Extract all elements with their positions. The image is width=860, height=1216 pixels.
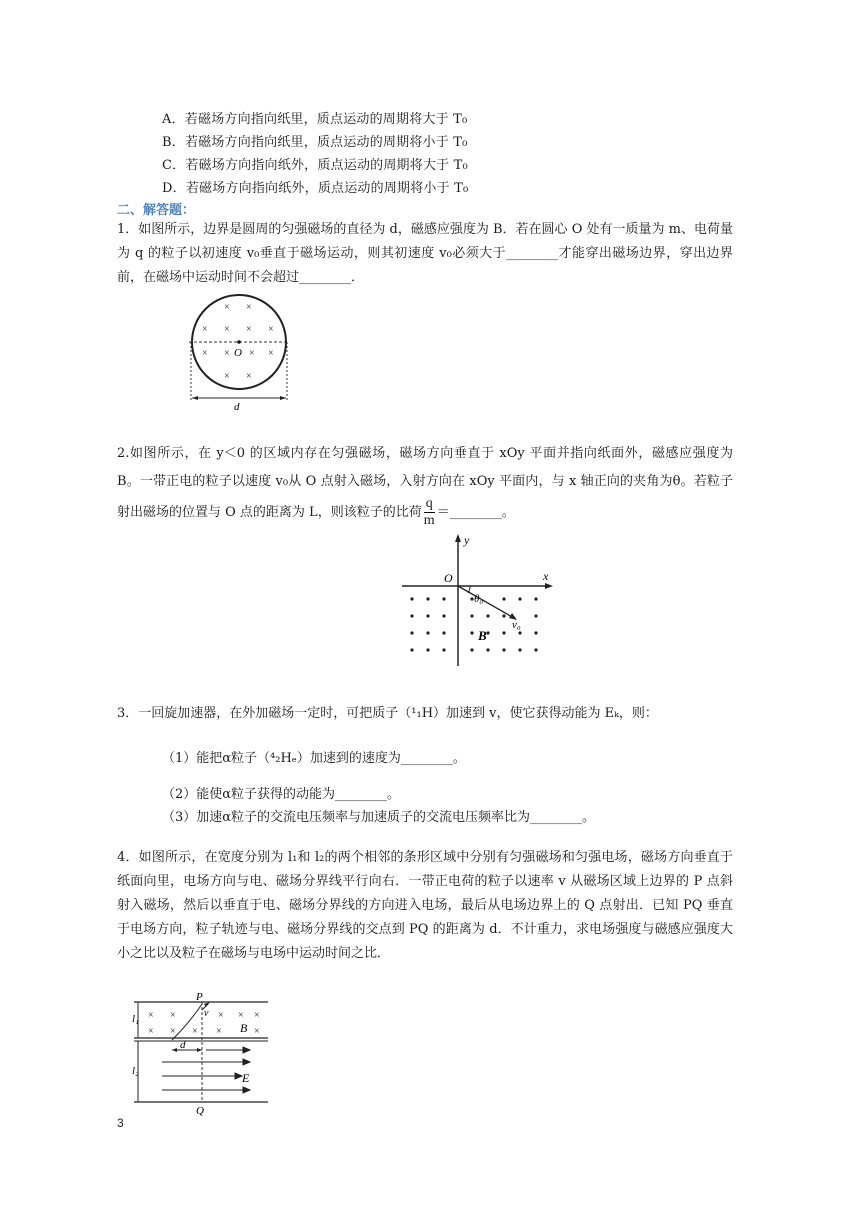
cross-mark: × (170, 1026, 176, 1037)
l1-label: l₁ (132, 1013, 139, 1025)
cross-mark: × (218, 1010, 224, 1021)
question-3-item-2: （2）能使α粒子获得的动能为________。 (162, 787, 401, 802)
option-b: B．若磁场方向指向纸里，质点运动的周期将小于 T₀ (162, 135, 468, 150)
cross-mark: × (202, 324, 208, 335)
cross-mark: × (224, 302, 230, 313)
d-label: d (180, 1039, 186, 1051)
question-2-text-before: 2.如图所示，在 y＜0 的区域内存在匀强磁场，磁场方向垂直于 xOy 平面并指向纸面外，磁感应强度为 B。一带正电的粒子以速度 v₀从 O 点射入磁场，入射方向在 xOy 平面内，与 x 轴正向的夹角为θ。若粒子射出磁场的位置与 O 点的距离为 L，则该粒子的比荷 (117, 446, 733, 520)
cross-mark: × (224, 371, 230, 382)
cross-mark: × (249, 348, 255, 359)
cross-mark: × (246, 302, 252, 313)
option-d: D．若磁场方向指向纸外，质点运动的周期将小于 T₀ (162, 181, 469, 196)
cross-mark: × (216, 1026, 222, 1037)
question-2-text-after: ＝________。 (436, 505, 515, 520)
figure-circle-field (184, 290, 294, 410)
cross-mark: × (224, 348, 230, 359)
velocity-label: v₀ (512, 619, 521, 631)
cross-mark: × (224, 324, 230, 335)
question-1-text: 1．如图所示，边界是圆周的匀强磁场的直径为 d，磁感应强度为 B．若在圆心 O 处有一质量为 m、电荷量为 q 的粒子以初速度 v₀垂直于磁场运动，则其初速度 v₀必须大于________才能穿出磁场边界，穿出边界前，在磁场中运动时间不会超过________． (117, 222, 733, 285)
question-3-item-3: （3）加速α粒子的交流电压频率与加速质子的交流电压频率比为________。 (162, 810, 596, 825)
charge-mass-ratio (424, 496, 435, 529)
fraction-denominator: m (423, 513, 435, 528)
field-b-label: B (240, 1021, 248, 1035)
cross-mark: × (238, 1010, 244, 1021)
field-e-label: E (242, 1071, 250, 1085)
figure-strip-fields (128, 990, 278, 1116)
center-label: O (234, 347, 242, 359)
option-a: A．若磁场方向指向纸里，质点运动的周期将大于 T₀ (162, 112, 468, 127)
origin-label: O (444, 571, 453, 585)
point-p-label: P (196, 991, 203, 1003)
angle-label: θ₀ (474, 593, 484, 605)
page-number: 3 (117, 1116, 124, 1130)
cross-mark: × (268, 324, 274, 335)
option-c: C．若磁场方向指向纸外，质点运动的周期将大于 T₀ (162, 158, 468, 173)
x-axis-label: x (543, 569, 549, 583)
cross-mark: × (148, 1010, 154, 1021)
cross-mark: × (254, 1010, 260, 1021)
question-2-text (117, 440, 733, 529)
cross-mark: × (246, 324, 252, 335)
cross-mark: × (268, 348, 274, 359)
cross-mark: × (170, 1010, 176, 1021)
question-4-text: 4．如图所示，在宽度分别为 l₁和 l₂的两个相邻的条形区域中分别有匀强磁场和匀强电场，磁场方向垂直于纸面向里，电场方向与电、磁场分界线平行向右．一带正电荷的粒子以速率 v 从磁场区域上边界的 P 点斜射入磁场，然后以垂直于电、磁场分界线的方向进入电场，最后从电场边界上的 Q 点射出．已知 PQ 垂直于电场方向，粒子轨迹与电、磁场分界线的交点到 PQ 的距离为 d．不计重力，求电场强度与磁感应强度大小之比以及粒子在磁场与电场中运动时间之比． (117, 850, 733, 961)
y-axis-label: y (464, 533, 470, 547)
cross-mark: × (148, 1026, 154, 1037)
question-3-text: 3．一回旋加速器，在外加磁场一定时，可把质子（¹₁H）加速到 v，使它获得动能为 Eₖ，则： (117, 706, 658, 721)
diameter-label: d (234, 401, 240, 410)
section-title: 二、解答题： (117, 203, 196, 218)
cross-mark: × (246, 371, 252, 382)
figure-xy-field (398, 532, 558, 668)
question-3-item-1: （1）能把α粒子（⁴₂Hₑ）加速到的速度为________。 (162, 751, 466, 766)
field-label: B (478, 628, 487, 643)
fraction-numerator: q (425, 496, 433, 511)
cross-mark: × (254, 1026, 260, 1037)
velocity-label: v (204, 1008, 209, 1019)
point-q-label: Q (196, 1105, 204, 1116)
cross-mark: × (192, 1026, 198, 1037)
cross-mark: × (202, 348, 208, 359)
l2-label: l₂ (132, 1065, 139, 1077)
